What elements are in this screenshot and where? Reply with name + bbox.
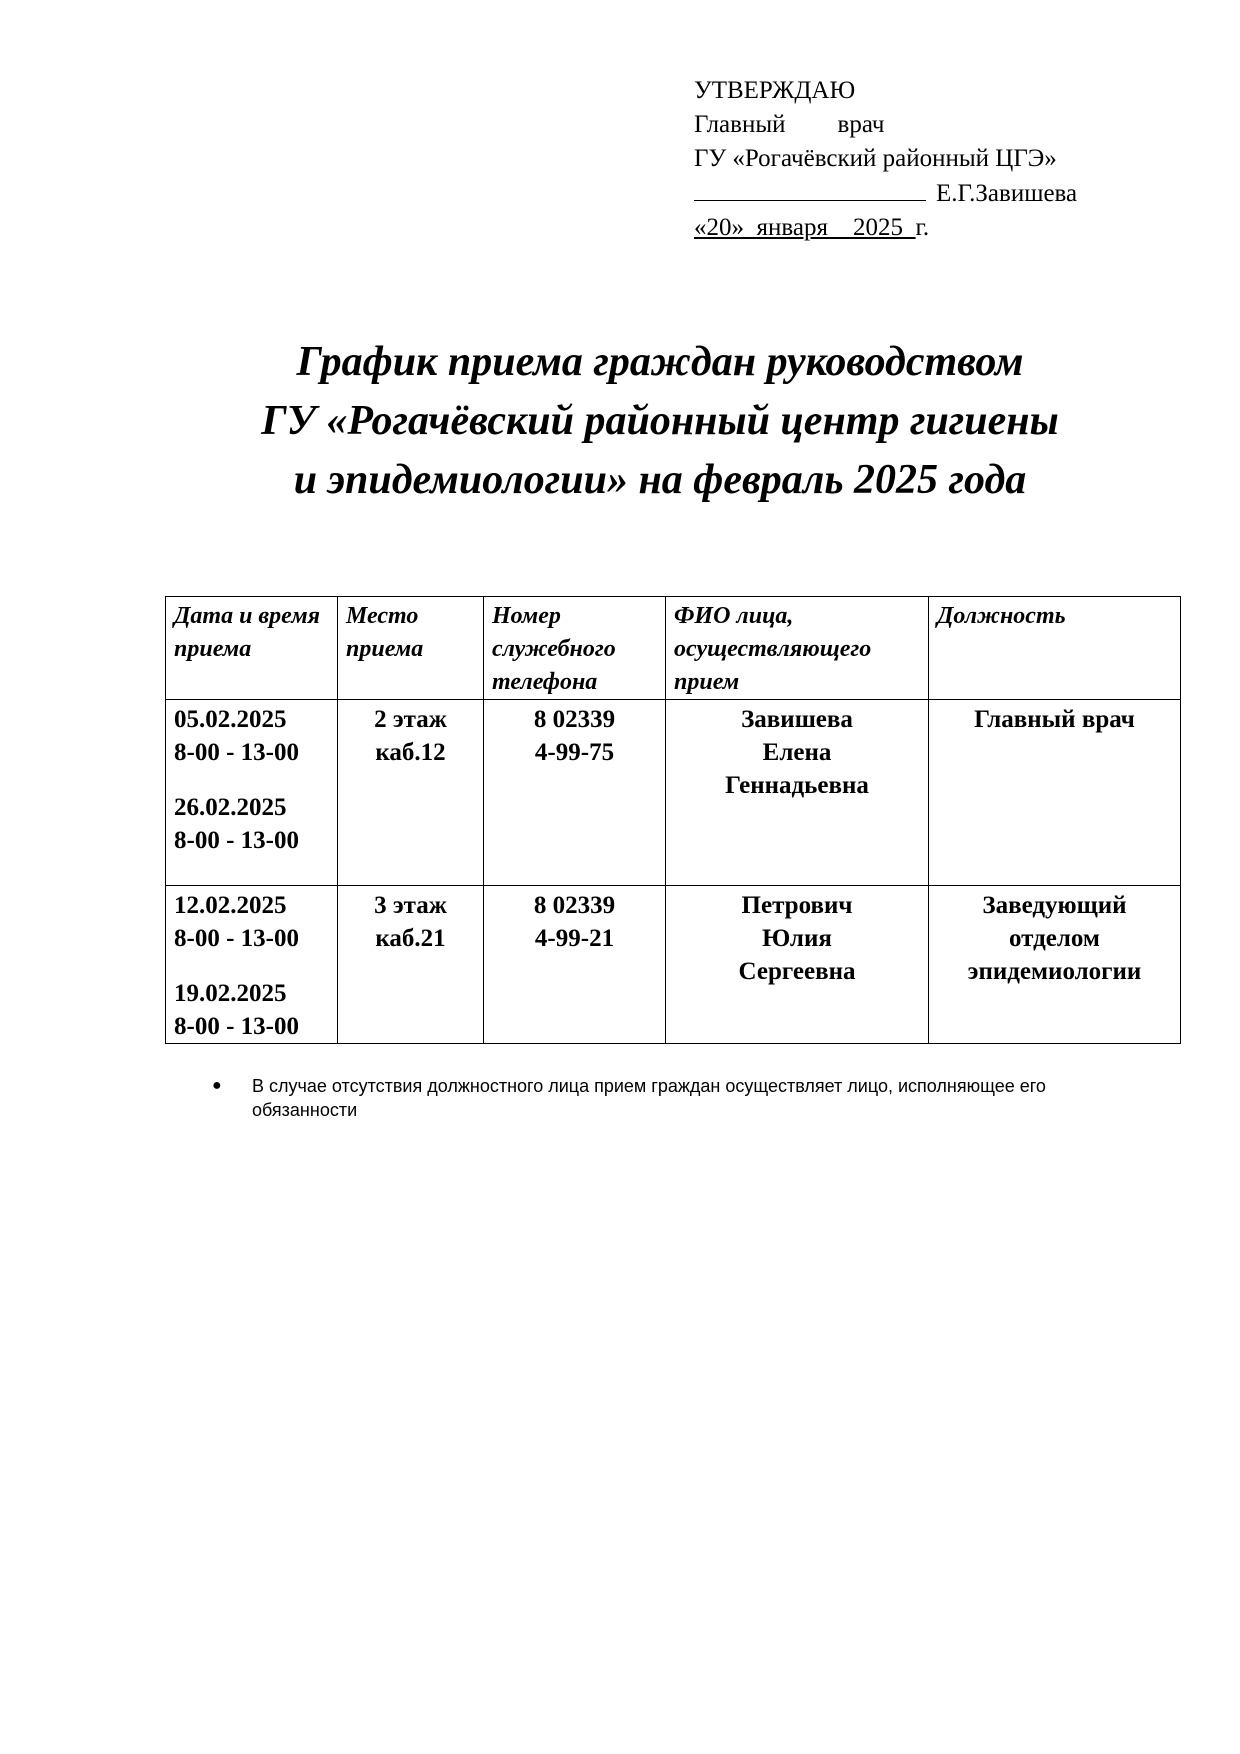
schedule-table xyxy=(165,596,1181,1044)
header-full-name: ФИО лица, осуществляющего прием xyxy=(666,597,929,700)
table-header-row xyxy=(166,597,1181,700)
approval-signature-line xyxy=(694,176,1164,211)
phone-code: 8 02339 xyxy=(533,892,616,919)
approval-block xyxy=(694,74,1164,245)
date-entry xyxy=(174,977,329,1043)
cell-position xyxy=(929,700,1181,886)
position-line: Заведующий xyxy=(982,892,1127,919)
date-value: 05.02.2025 xyxy=(174,706,287,733)
header-place: Место приема xyxy=(338,597,484,700)
approval-word: УТВЕРЖДАЮ xyxy=(694,77,856,104)
header-phone: Номер служебного телефона xyxy=(484,597,666,700)
title-line-1: График приема граждан руководством xyxy=(296,339,1024,385)
surname: Петрович xyxy=(741,892,853,919)
approval-position xyxy=(694,108,1164,142)
footnote xyxy=(212,1074,1112,1122)
date-value: 19.02.2025 xyxy=(174,980,287,1007)
approval-date-suffix: г. xyxy=(915,214,930,241)
cell-phone xyxy=(484,886,666,1044)
table-row xyxy=(166,700,1181,886)
approval-signer: Е.Г.Завишева xyxy=(936,180,1078,207)
time-value: 8-00 - 13-00 xyxy=(174,925,299,952)
patronymic: Геннадьевна xyxy=(725,772,869,799)
approval-position-part-2: врач xyxy=(837,111,885,138)
date-entry xyxy=(174,791,329,857)
approval-organization: ГУ «Рогачёвский районный ЦГЭ» xyxy=(694,145,1057,172)
cell-dates xyxy=(166,886,338,1044)
position-line: эпидемиологии xyxy=(967,958,1142,985)
cell-position xyxy=(929,886,1181,1044)
first-name: Елена xyxy=(762,739,832,766)
surname: Завишева xyxy=(741,706,853,733)
header-date-time: Дата и время приема xyxy=(166,597,338,700)
date-value: 12.02.2025 xyxy=(174,892,287,919)
cell-full-name xyxy=(666,886,929,1044)
position-line: Главный врач xyxy=(974,706,1135,733)
place-room: каб.12 xyxy=(375,739,446,766)
position-line: отделом xyxy=(1009,925,1100,952)
cell-dates xyxy=(166,700,338,886)
cell-place xyxy=(338,700,484,886)
title-line-2: ГУ «Рогачёвский районный центр гигиены xyxy=(261,398,1059,444)
title-line-3: и эпидемиологии» на февраль 2025 года xyxy=(293,457,1027,503)
footnote-text: В случае отсутствия должностного лица прием граждан осуществляет лицо, исполняющее его обязанности xyxy=(252,1076,1046,1120)
header-position: Должность xyxy=(929,597,1181,700)
approval-date-month: _января__2025_ xyxy=(744,214,916,241)
place-room: каб.21 xyxy=(375,925,446,952)
phone-number: 4-99-75 xyxy=(534,739,615,766)
signature-blank xyxy=(694,176,926,201)
date-entry xyxy=(174,889,329,955)
cell-phone xyxy=(484,700,666,886)
place-floor: 2 этаж xyxy=(374,706,447,733)
approval-date xyxy=(694,211,1164,245)
cell-full-name xyxy=(666,700,929,886)
approval-position-part-1: Главный xyxy=(694,111,786,138)
page-title xyxy=(0,333,1240,510)
cell-place xyxy=(338,886,484,1044)
date-value: 26.02.2025 xyxy=(174,794,287,821)
time-value: 8-00 - 13-00 xyxy=(174,739,299,766)
time-value: 8-00 - 13-00 xyxy=(174,1013,299,1040)
patronymic: Сергеевна xyxy=(738,958,856,985)
first-name: Юлия xyxy=(762,925,832,952)
date-entry xyxy=(174,703,329,769)
phone-number: 4-99-21 xyxy=(534,925,615,952)
place-floor: 3 этаж xyxy=(374,892,447,919)
time-value: 8-00 - 13-00 xyxy=(174,827,299,854)
phone-code: 8 02339 xyxy=(533,706,616,733)
bullet-icon: ● xyxy=(212,1077,222,1094)
approval-date-day: «20» xyxy=(694,214,744,241)
table-row xyxy=(166,886,1181,1044)
